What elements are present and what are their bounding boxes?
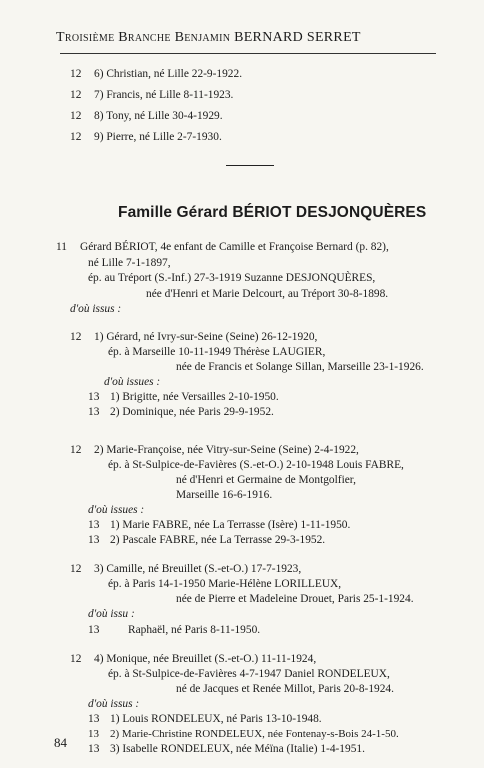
descendant-entry — [88, 623, 260, 637]
child-entry-line — [70, 330, 317, 344]
child-entry-line: Marseille 16-6-1916. — [176, 489, 273, 501]
generation-number: 12 — [70, 444, 82, 456]
issue-label: d'où issues : — [88, 504, 145, 516]
head-entry-text: Gérard BÉRIOT, 4e enfant de Camille et Françoise Bernard (p. 82), — [80, 241, 389, 253]
child-entry-line: née de Pierre et Madeleine Drouet, Paris 25-1-1924. — [176, 593, 414, 605]
child-text: 3) Camille, né Breuillet (S.-et-O.) 17-7-1923, — [94, 563, 302, 575]
entry-text: 9) Pierre, né Lille 2-7-1930. — [94, 131, 222, 143]
generation-number: 12 — [70, 68, 82, 80]
running-head-family: BERNARD SERRET — [234, 30, 361, 45]
child-entry-line: ép. à Marseille 10-11-1949 Thérèse LAUGIER, — [108, 346, 326, 358]
child-entry-line: né d'Henri et Germaine de Montgolfier, — [176, 474, 356, 486]
generation-number: 11 — [56, 241, 67, 253]
generation-number: 12 — [70, 110, 82, 122]
descendant-entry — [88, 742, 365, 756]
list-item — [70, 67, 242, 81]
running-head-branch: Troisième Branche Benjamin — [56, 30, 231, 45]
entry-text: 8) Tony, né Lille 30-4-1929. — [94, 110, 223, 122]
generation-number: 13 — [88, 624, 100, 636]
descendant-entry — [88, 390, 279, 404]
descendant-text: 1) Marie FABRE, née La Terrasse (Isère) 1-11-1950. — [110, 519, 351, 531]
descendant-text: 1) Louis RONDELEUX, né Paris 13-10-1948. — [110, 713, 322, 725]
descendant-text: 2) Pascale FABRE, née La Terrasse 29-3-1952. — [110, 534, 326, 546]
issue-label: d'où issu : — [88, 608, 135, 620]
child-entry-line — [70, 562, 301, 576]
generation-number: 13 — [88, 743, 100, 755]
generation-number: 13 — [88, 534, 100, 546]
child-text: 2) Marie-Françoise, née Vitry-sur-Seine (Seine) 2-4-1922, — [94, 444, 359, 456]
child-entry-line: né de Jacques et Renée Millot, Paris 20-8-1924. — [176, 683, 394, 695]
generation-number: 12 — [70, 563, 82, 575]
list-item — [70, 109, 223, 123]
generation-number: 13 — [88, 713, 100, 725]
list-item — [70, 88, 233, 102]
child-text: 1) Gérard, né Ivry-sur-Seine (Seine) 26-12-1920, — [94, 331, 318, 343]
descendant-entry — [88, 533, 325, 547]
child-entry-line: ép. à St-Sulpice-de-Favières (S.-et-O.) 2-10-1948 Louis FABRE, — [108, 459, 404, 471]
head-entry-line-1 — [56, 240, 389, 254]
descendant-entry — [88, 518, 350, 532]
page-number: 84 — [54, 735, 67, 750]
generation-number: 12 — [70, 331, 82, 343]
child-entry-line: ép. à St-Sulpice-de-Favières 4-7-1947 Daniel RONDELEUX, — [108, 668, 390, 680]
child-text: 4) Monique, née Breuillet (S.-et-O.) 11-11-1924, — [94, 653, 317, 665]
head-entry-line-4: née d'Henri et Marie Delcourt, au Tréport 30-8-1898. — [146, 288, 389, 300]
head-entry-line-2: né Lille 7-1-1897, — [88, 257, 171, 269]
issue-label: d'où issues : — [104, 376, 161, 388]
descendant-text: 3) Isabelle RONDELEUX, née Méïna (Italie) 1-4-1951. — [110, 743, 365, 755]
head-entry-line-3: ép. au Tréport (S.-Inf.) 27-3-1919 Suzanne DESJONQUÈRES, — [88, 272, 376, 284]
generation-number: 12 — [70, 653, 82, 665]
generation-number: 12 — [70, 89, 82, 101]
generation-number: 13 — [88, 406, 100, 418]
generation-number: 13 — [88, 519, 100, 531]
issue-label: d'où issus : — [88, 698, 140, 710]
descendant-text: 1) Brigitte, née Versailles 2-10-1950. — [110, 391, 279, 403]
descendant-text: Raphaël, né Paris 8-11-1950. — [128, 624, 261, 636]
generation-number: 13 — [88, 728, 99, 740]
descendant-entry — [88, 712, 322, 726]
section-title: Famille Gérard BÉRIOT DESJONQUÈRES — [118, 204, 427, 221]
header-rule — [60, 53, 436, 54]
section-separator — [226, 165, 274, 166]
descendant-text: 2) Dominique, née Paris 29-9-1952. — [110, 406, 274, 418]
descendant-entry — [88, 405, 274, 419]
generation-number: 12 — [70, 131, 82, 143]
running-head — [56, 30, 434, 46]
descendant-entry — [88, 727, 399, 741]
child-entry-line — [70, 443, 359, 457]
entry-text: 7) Francis, né Lille 8-11-1923. — [94, 89, 234, 101]
generation-number: 13 — [88, 391, 100, 403]
child-entry-line: née de Francis et Solange Sillan, Marseille 23-1-1926. — [176, 361, 424, 373]
list-item — [70, 130, 222, 144]
entry-text: 6) Christian, né Lille 22-9-1922. — [94, 68, 243, 80]
child-entry-line: ép. à Paris 14-1-1950 Marie-Hélène LORILLEUX, — [108, 578, 342, 590]
descendant-text: 2) Marie-Christine RONDELEUX, née Fontenay-s-Bois 24-1-50. — [110, 728, 399, 740]
child-entry-line — [70, 652, 316, 666]
issue-label: d'où issus : — [70, 303, 122, 315]
